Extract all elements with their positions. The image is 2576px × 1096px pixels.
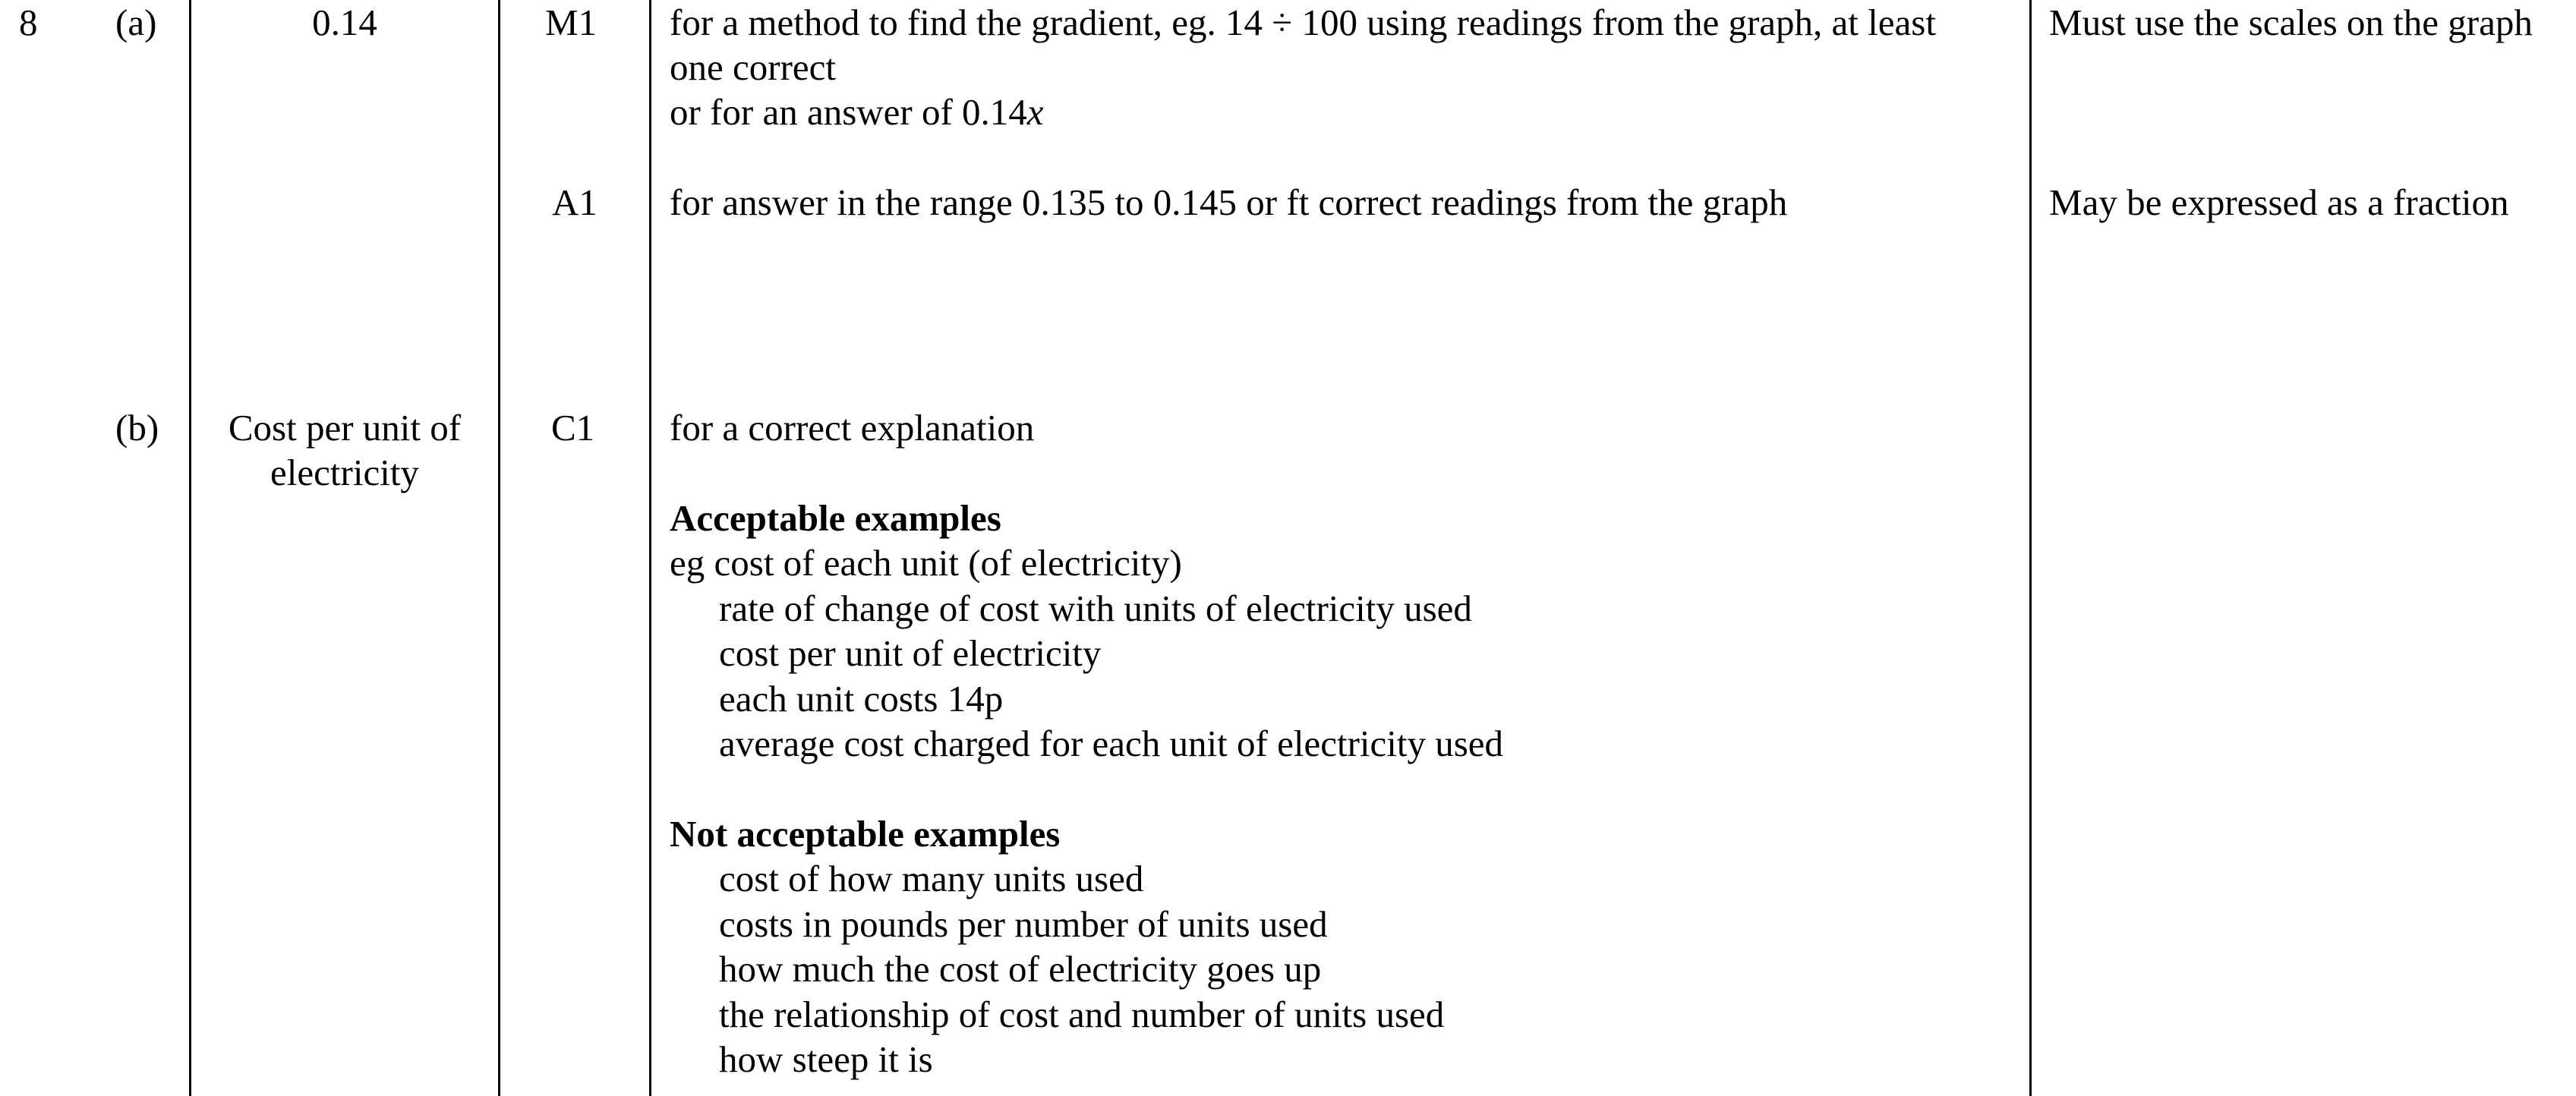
acceptable-example: average cost charged for each unit of electricity used — [719, 723, 1504, 764]
part-a-mark-a1: A1 — [552, 181, 597, 223]
part-a-a1-guidance: May be expressed as a fraction — [2049, 181, 2509, 223]
not-acceptable-heading: Not acceptable examples — [670, 813, 1061, 855]
part-a-m1-note-line-1: for a method to find the gradient, eg. 14 ÷ 100 using readings from the graph, at least — [670, 2, 1936, 43]
part-a-a1-note: for answer in the range 0.135 to 0.145 or ft correct readings from the graph — [670, 181, 1788, 223]
part-a-m1-alt-variable: x — [1026, 91, 1044, 133]
part-a-answer: 0.14 — [312, 2, 377, 43]
acceptable-first: eg cost of each unit (of electricity) — [670, 542, 1182, 584]
not-acceptable-example: how steep it is — [719, 1038, 933, 1080]
acceptable-example: rate of change of cost with units of electricity used — [719, 587, 1472, 629]
column-divider-1 — [189, 0, 191, 1096]
part-a-m1-note-line-2: one correct — [670, 46, 836, 88]
part-b-answer-line-1: Cost per unit of — [228, 407, 462, 449]
not-acceptable-example: the relationship of cost and number of units used — [719, 994, 1445, 1035]
acceptable-example: cost per unit of electricity — [719, 632, 1102, 674]
acceptable-example: each unit costs 14p — [719, 678, 1004, 720]
question-number: 8 — [19, 2, 38, 43]
column-divider-2 — [498, 0, 500, 1096]
not-acceptable-example: costs in pounds per number of units used — [719, 903, 1328, 945]
not-acceptable-example: how much the cost of electricity goes up — [719, 948, 1322, 990]
acceptable-heading: Acceptable examples — [670, 497, 1001, 539]
part-b-answer-line-2: electricity — [270, 452, 419, 493]
column-divider-4 — [2029, 0, 2032, 1096]
part-a-m1-guidance: Must use the scales on the graph — [2049, 2, 2533, 43]
part-b-c1-note: for a correct explanation — [670, 407, 1035, 449]
part-a-mark-m1: M1 — [545, 2, 597, 43]
part-b-label: (b) — [115, 407, 159, 449]
not-acceptable-example: cost of how many units used — [719, 858, 1144, 899]
part-a-label: (a) — [115, 2, 157, 43]
part-b-mark-c1: C1 — [551, 407, 595, 449]
part-a-m1-note-line-3 — [670, 90, 1044, 135]
column-divider-3 — [649, 0, 651, 1096]
part-a-m1-alt-prefix: or for an answer of 0.14 — [670, 91, 1027, 133]
